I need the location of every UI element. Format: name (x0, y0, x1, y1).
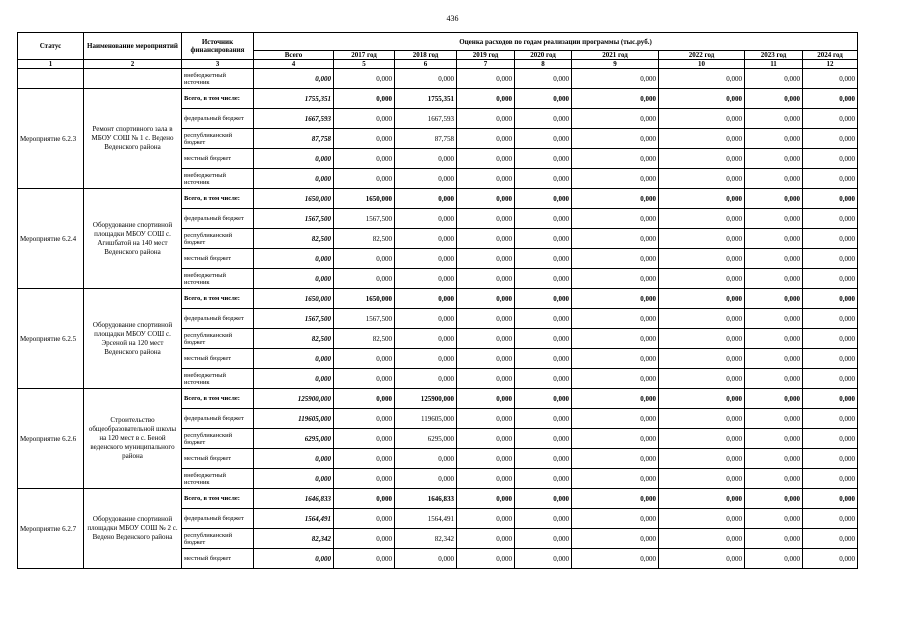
year-value: 0,000 (745, 269, 803, 289)
funding-source: республиканский бюджет (182, 329, 254, 349)
column-number: 11 (745, 60, 803, 69)
total-value: 1564,491 (254, 509, 334, 529)
year-value: 0,000 (572, 509, 659, 529)
year-value: 0,000 (572, 109, 659, 129)
year-value: 0,000 (745, 209, 803, 229)
funding-source: федеральный бюджет (182, 409, 254, 429)
header-name: Наименование мероприятий (84, 33, 182, 60)
year-value: 0,000 (745, 469, 803, 489)
year-value: 0,000 (745, 89, 803, 109)
year-value: 0,000 (572, 129, 659, 149)
year-value: 0,000 (457, 309, 515, 329)
year-value: 0,000 (572, 289, 659, 309)
funding-source: внебюджетный источник (182, 269, 254, 289)
total-value: 0,000 (254, 549, 334, 569)
total-value: 1650,000 (254, 289, 334, 309)
year-value: 0,000 (515, 109, 572, 129)
total-value: 6295,000 (254, 429, 334, 449)
year-value: 0,000 (803, 329, 858, 349)
column-number: 10 (659, 60, 745, 69)
table-row (18, 489, 858, 509)
year-value: 0,000 (515, 469, 572, 489)
event-status: Мероприятие 6.2.4 (18, 189, 84, 289)
funding-source: внебюджетный источник (182, 469, 254, 489)
column-number: 2 (84, 60, 182, 69)
year-value: 0,000 (572, 369, 659, 389)
year-value: 0,000 (572, 89, 659, 109)
year-value: 0,000 (457, 269, 515, 289)
header-year: 2019 год (457, 51, 515, 60)
year-value: 0,000 (457, 329, 515, 349)
year-value: 0,000 (334, 409, 395, 429)
year-value: 0,000 (395, 149, 457, 169)
header-year: 2022 год (659, 51, 745, 60)
year-value: 0,000 (395, 169, 457, 189)
funding-source: федеральный бюджет (182, 309, 254, 329)
year-value: 1650,000 (334, 189, 395, 209)
year-value: 0,000 (515, 489, 572, 509)
year-value: 0,000 (745, 349, 803, 369)
year-value: 0,000 (659, 229, 745, 249)
year-value: 0,000 (334, 129, 395, 149)
funding-source: Всего, в том числе: (182, 189, 254, 209)
total-value: 0,000 (254, 469, 334, 489)
year-value: 0,000 (395, 309, 457, 329)
year-value: 0,000 (572, 269, 659, 289)
year-value: 0,000 (515, 169, 572, 189)
year-value: 0,000 (457, 229, 515, 249)
year-value: 0,000 (572, 449, 659, 469)
funding-source: Всего, в том числе: (182, 289, 254, 309)
year-value: 1567,500 (334, 309, 395, 329)
year-value: 0,000 (334, 269, 395, 289)
total-value: 87,758 (254, 129, 334, 149)
year-value: 0,000 (659, 109, 745, 129)
year-value: 0,000 (395, 449, 457, 469)
empty-name-cell (84, 69, 182, 89)
year-value: 0,000 (515, 89, 572, 109)
year-value: 0,000 (334, 349, 395, 369)
year-value: 0,000 (803, 149, 858, 169)
year-value: 0,000 (395, 369, 457, 389)
year-value: 0,000 (457, 289, 515, 309)
year-value: 0,000 (334, 169, 395, 189)
funding-source: республиканский бюджет (182, 429, 254, 449)
header-year: 2018 год (395, 51, 457, 60)
year-value: 0,000 (745, 189, 803, 209)
year-value: 0,000 (659, 349, 745, 369)
column-number: 7 (457, 60, 515, 69)
year-value: 0,000 (395, 69, 457, 89)
year-value: 0,000 (572, 209, 659, 229)
year-value: 0,000 (457, 389, 515, 409)
event-status: Мероприятие 6.2.7 (18, 489, 84, 569)
year-value: 0,000 (803, 189, 858, 209)
column-number: 5 (334, 60, 395, 69)
year-value: 0,000 (457, 409, 515, 429)
total-value: 0,000 (254, 69, 334, 89)
year-value: 0,000 (803, 389, 858, 409)
year-value: 6295,000 (395, 429, 457, 449)
total-value: 82,500 (254, 229, 334, 249)
year-value: 0,000 (659, 129, 745, 149)
year-value: 0,000 (515, 149, 572, 169)
funding-source: Всего, в том числе: (182, 89, 254, 109)
year-value: 0,000 (515, 229, 572, 249)
year-value: 0,000 (803, 169, 858, 189)
header-year: 2020 год (515, 51, 572, 60)
year-value: 0,000 (457, 449, 515, 469)
year-value: 0,000 (334, 449, 395, 469)
year-value: 0,000 (659, 209, 745, 229)
year-value: 0,000 (515, 129, 572, 149)
year-value: 0,000 (803, 89, 858, 109)
year-value: 0,000 (659, 409, 745, 429)
total-value: 82,500 (254, 329, 334, 349)
total-value: 1667,593 (254, 109, 334, 129)
year-value: 125900,000 (395, 389, 457, 409)
table-row (18, 69, 858, 89)
year-value: 0,000 (515, 249, 572, 269)
funding-source: внебюджетный источник (182, 169, 254, 189)
year-value: 0,000 (745, 509, 803, 529)
empty-status-cell (18, 69, 84, 89)
header-source: Источник финансирования (182, 33, 254, 60)
year-value: 0,000 (395, 469, 457, 489)
year-value: 0,000 (515, 429, 572, 449)
year-value: 0,000 (334, 529, 395, 549)
year-value: 0,000 (572, 309, 659, 329)
year-value: 0,000 (334, 509, 395, 529)
year-value: 0,000 (803, 549, 858, 569)
year-value: 0,000 (745, 409, 803, 429)
year-value: 0,000 (572, 329, 659, 349)
year-value: 0,000 (572, 469, 659, 489)
year-value: 0,000 (457, 549, 515, 569)
year-value: 0,000 (515, 329, 572, 349)
year-value: 0,000 (659, 549, 745, 569)
year-value: 0,000 (745, 369, 803, 389)
total-value: 1646,833 (254, 489, 334, 509)
year-value: 0,000 (803, 229, 858, 249)
year-value: 1646,833 (395, 489, 457, 509)
total-value: 0,000 (254, 149, 334, 169)
year-value: 0,000 (572, 489, 659, 509)
year-value: 0,000 (334, 149, 395, 169)
year-value: 0,000 (803, 369, 858, 389)
column-number: 4 (254, 60, 334, 69)
total-value: 0,000 (254, 249, 334, 269)
year-value: 0,000 (395, 289, 457, 309)
funding-source: федеральный бюджет (182, 109, 254, 129)
year-value: 0,000 (334, 89, 395, 109)
year-value: 0,000 (659, 369, 745, 389)
year-value: 0,000 (572, 189, 659, 209)
year-value: 0,000 (745, 529, 803, 549)
year-value: 0,000 (659, 169, 745, 189)
year-value: 0,000 (395, 229, 457, 249)
year-value: 0,000 (803, 509, 858, 529)
year-value: 0,000 (334, 549, 395, 569)
year-value: 0,000 (395, 329, 457, 349)
total-value: 82,342 (254, 529, 334, 549)
year-value: 0,000 (745, 329, 803, 349)
header-year: 2021 год (572, 51, 659, 60)
total-value: 125900,000 (254, 389, 334, 409)
funding-source: Всего, в том числе: (182, 389, 254, 409)
table-row (18, 289, 858, 309)
year-value: 0,000 (457, 89, 515, 109)
year-value: 0,000 (803, 269, 858, 289)
year-value: 0,000 (572, 69, 659, 89)
year-value: 0,000 (745, 149, 803, 169)
year-value: 0,000 (572, 529, 659, 549)
funding-source: федеральный бюджет (182, 509, 254, 529)
year-value: 0,000 (659, 529, 745, 549)
year-value: 0,000 (745, 229, 803, 249)
year-value: 0,000 (659, 69, 745, 89)
year-value: 0,000 (515, 549, 572, 569)
year-value: 82,500 (334, 229, 395, 249)
year-value: 1567,500 (334, 209, 395, 229)
year-value: 0,000 (457, 429, 515, 449)
year-value: 0,000 (457, 509, 515, 529)
table-row (18, 89, 858, 109)
year-value: 0,000 (745, 489, 803, 509)
year-value: 0,000 (515, 289, 572, 309)
year-value: 0,000 (803, 289, 858, 309)
year-value: 82,342 (395, 529, 457, 549)
year-value: 0,000 (745, 109, 803, 129)
year-value: 0,000 (515, 209, 572, 229)
year-value: 0,000 (395, 189, 457, 209)
year-value: 0,000 (515, 189, 572, 209)
year-value: 0,000 (572, 389, 659, 409)
year-value: 0,000 (803, 489, 858, 509)
year-value: 0,000 (457, 129, 515, 149)
event-name: Оборудование спортивной площадки МБОУ СОШ с. Эрсеной на 120 мест Веденского района (84, 289, 182, 389)
year-value: 0,000 (334, 69, 395, 89)
year-value: 0,000 (457, 489, 515, 509)
page-number: 436 (446, 14, 459, 23)
year-value: 0,000 (745, 249, 803, 269)
column-number: 3 (182, 60, 254, 69)
year-value: 0,000 (395, 249, 457, 269)
year-value: 0,000 (395, 549, 457, 569)
year-value: 0,000 (457, 529, 515, 549)
year-value: 1564,491 (395, 509, 457, 529)
year-value: 0,000 (515, 409, 572, 429)
total-value: 0,000 (254, 269, 334, 289)
year-value: 0,000 (659, 149, 745, 169)
event-status: Мероприятие 6.2.5 (18, 289, 84, 389)
year-value: 0,000 (334, 249, 395, 269)
header-estimate: Оценка расходов по годам реализации программы (тыс.руб.) (254, 33, 858, 51)
year-value: 0,000 (334, 489, 395, 509)
year-value: 0,000 (659, 289, 745, 309)
year-value: 0,000 (745, 389, 803, 409)
funding-source: республиканский бюджет (182, 529, 254, 549)
year-value: 1755,351 (395, 89, 457, 109)
year-value: 0,000 (745, 169, 803, 189)
year-value: 0,000 (659, 449, 745, 469)
year-value: 82,500 (334, 329, 395, 349)
year-value: 0,000 (457, 169, 515, 189)
header-year: 2023 год (745, 51, 803, 60)
column-number: 1 (18, 60, 84, 69)
budget-table (17, 32, 858, 569)
year-value: 0,000 (803, 129, 858, 149)
header-year: Всего (254, 51, 334, 60)
funding-source: внебюджетный источник (182, 369, 254, 389)
event-name: Строительство общеобразовательной школы на 120 мест в с. Беной веденского муниципального района (84, 389, 182, 489)
event-status: Мероприятие 6.2.6 (18, 389, 84, 489)
column-number: 12 (803, 60, 858, 69)
year-value: 0,000 (334, 429, 395, 449)
funding-source: местный бюджет (182, 149, 254, 169)
year-value: 0,000 (803, 349, 858, 369)
event-status: Мероприятие 6.2.3 (18, 89, 84, 189)
header-year: 2017 год (334, 51, 395, 60)
year-value: 0,000 (659, 429, 745, 449)
year-value: 0,000 (334, 389, 395, 409)
year-value: 0,000 (572, 349, 659, 369)
year-value: 0,000 (515, 269, 572, 289)
year-value: 0,000 (659, 189, 745, 209)
funding-source: местный бюджет (182, 449, 254, 469)
event-name: Оборудование спортивной площадки МБОУ СОШ № 2 с. Ведено Веденского района (84, 489, 182, 569)
year-value: 0,000 (334, 369, 395, 389)
total-value: 119605,000 (254, 409, 334, 429)
year-value: 0,000 (659, 269, 745, 289)
year-value: 0,000 (659, 489, 745, 509)
funding-source: республиканский бюджет (182, 129, 254, 149)
year-value: 0,000 (515, 529, 572, 549)
year-value: 0,000 (515, 369, 572, 389)
year-value: 0,000 (334, 469, 395, 489)
year-value: 0,000 (395, 209, 457, 229)
year-value: 0,000 (659, 329, 745, 349)
year-value: 0,000 (745, 309, 803, 329)
year-value: 0,000 (572, 249, 659, 269)
year-value: 0,000 (745, 289, 803, 309)
year-value: 0,000 (457, 209, 515, 229)
year-value: 0,000 (659, 249, 745, 269)
total-value: 0,000 (254, 449, 334, 469)
year-value: 0,000 (745, 129, 803, 149)
event-name: Ремонт спортивного зала в МБОУ СОШ № 1 с. Ведено Веденского района (84, 89, 182, 189)
total-value: 1567,500 (254, 209, 334, 229)
year-value: 0,000 (803, 69, 858, 89)
year-value: 0,000 (803, 449, 858, 469)
year-value: 0,000 (395, 269, 457, 289)
year-value: 0,000 (457, 149, 515, 169)
year-value: 0,000 (515, 309, 572, 329)
year-value: 0,000 (457, 369, 515, 389)
year-value: 0,000 (745, 549, 803, 569)
year-value: 0,000 (803, 249, 858, 269)
year-value: 0,000 (572, 429, 659, 449)
year-value: 0,000 (572, 409, 659, 429)
year-value: 0,000 (659, 309, 745, 329)
total-value: 1755,351 (254, 89, 334, 109)
year-value: 0,000 (659, 89, 745, 109)
year-value: 0,000 (515, 349, 572, 369)
year-value: 0,000 (659, 389, 745, 409)
year-value: 0,000 (745, 429, 803, 449)
year-value: 0,000 (803, 309, 858, 329)
total-value: 1650,000 (254, 189, 334, 209)
year-value: 0,000 (803, 429, 858, 449)
column-number: 8 (515, 60, 572, 69)
year-value: 0,000 (515, 509, 572, 529)
year-value: 0,000 (803, 109, 858, 129)
year-value: 0,000 (457, 69, 515, 89)
funding-source: Всего, в том числе: (182, 489, 254, 509)
year-value: 0,000 (457, 109, 515, 129)
year-value: 0,000 (457, 469, 515, 489)
year-value: 0,000 (515, 69, 572, 89)
funding-source: республиканский бюджет (182, 229, 254, 249)
year-value: 0,000 (572, 169, 659, 189)
table-row (18, 389, 858, 409)
year-value: 1650,000 (334, 289, 395, 309)
year-value: 0,000 (745, 449, 803, 469)
total-value: 0,000 (254, 169, 334, 189)
year-value: 0,000 (515, 449, 572, 469)
total-value: 1567,500 (254, 309, 334, 329)
year-value: 0,000 (572, 229, 659, 249)
year-value: 0,000 (803, 409, 858, 429)
funding-source: внебюджетный источник (182, 69, 254, 89)
funding-source: местный бюджет (182, 249, 254, 269)
event-name: Оборудование спортивной площадки МБОУ СОШ с. Агишбатой на 140 мест Веденского района (84, 189, 182, 289)
table-row (18, 189, 858, 209)
year-value: 0,000 (395, 349, 457, 369)
year-value: 0,000 (515, 389, 572, 409)
column-number: 9 (572, 60, 659, 69)
year-value: 0,000 (457, 189, 515, 209)
year-value: 0,000 (334, 109, 395, 129)
column-number: 6 (395, 60, 457, 69)
year-value: 0,000 (659, 469, 745, 489)
year-value: 0,000 (572, 549, 659, 569)
year-value: 119605,000 (395, 409, 457, 429)
year-value: 87,758 (395, 129, 457, 149)
header-year: 2024 год (803, 51, 858, 60)
year-value: 0,000 (572, 149, 659, 169)
funding-source: местный бюджет (182, 349, 254, 369)
year-value: 1667,593 (395, 109, 457, 129)
year-value: 0,000 (457, 349, 515, 369)
total-value: 0,000 (254, 349, 334, 369)
year-value: 0,000 (745, 69, 803, 89)
funding-source: местный бюджет (182, 549, 254, 569)
year-value: 0,000 (803, 209, 858, 229)
funding-source: федеральный бюджет (182, 209, 254, 229)
year-value: 0,000 (803, 469, 858, 489)
year-value: 0,000 (659, 509, 745, 529)
year-value: 0,000 (803, 529, 858, 549)
header-status: Статус (18, 33, 84, 60)
year-value: 0,000 (457, 249, 515, 269)
total-value: 0,000 (254, 369, 334, 389)
